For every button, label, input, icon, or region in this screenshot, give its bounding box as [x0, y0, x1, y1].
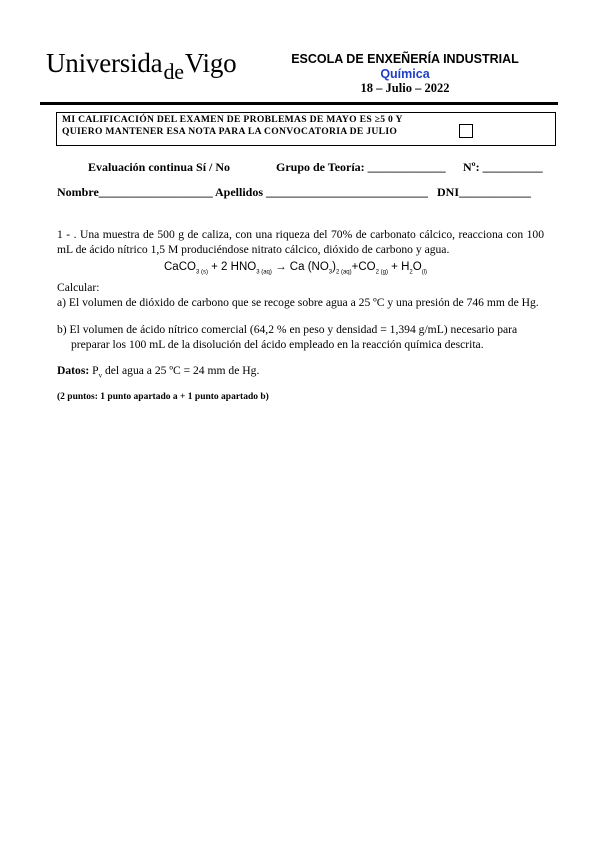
theory-group-field[interactable]: Grupo de Teoría: _____________ — [276, 160, 446, 174]
data-note: Datos: $P_v$ del agua a 25 ºC = 24 mm de Hg. — [57, 364, 260, 380]
header-divider — [40, 102, 558, 105]
question-a: a) El volumen de dióxido de carbono que se recoge sobre agua a 25 ºC y una presión de 746 mm de Hg. — [57, 296, 539, 309]
calculate-heading: Calcular: — [57, 281, 100, 294]
continuous-eval-label: Evaluación continua Sí / No — [88, 160, 231, 174]
chemical-equation: CaCO$_{3 (s)}$ + 2 $HNO_{3 (aq)} \to Ca$ $(NO_3)_{2 (aq)}+CO_{2 (g)} + H_2O_{(l)}$ — [164, 261, 428, 276]
keep-grade-checkbox[interactable] — [459, 124, 473, 138]
school-name: ESCOLA DE ENXEÑERÍA INDUSTRIAL — [291, 52, 519, 66]
problem-statement: 1 - . Una muestra de 500 g de caliza, con una riqueza del 70% de carbonato cálcico, reacciona con 100 mL de ácido nítrico 1,5 M produciéndose nitrato cálcico, dióxido de carbono y agua. — [57, 228, 544, 256]
number-field[interactable]: Nº: __________ — [463, 160, 543, 174]
surname-field[interactable]: Apellidos ___________________________ — [215, 185, 429, 199]
exam-date: 18 – Julio – 2022 — [360, 81, 450, 95]
arrow-icon: → — [271, 261, 290, 273]
grade-notice-text: MI CALIFICACIÓN DEL EXAMEN DE PROBLEMAS DE MAYO ES ≥5 0 Y QUIERO MANTENER ESA NOTA PARA LA CONVOCATORIA DE JULIO — [62, 114, 403, 137]
question-b: b) El volumen de ácido nítrico comercial (64,2 % en peso y densidad = 1,394 g/mL) necesario para preparar los 100 mL de la disolución del ácido empleado en la reacción química descrita. — [57, 323, 518, 351]
points-note: (2 puntos: 1 punto apartado a + 1 punto apartado b) — [57, 392, 269, 402]
dni-field[interactable]: DNI____________ — [437, 185, 532, 199]
subject-name: Química — [380, 67, 430, 81]
university-logo: Universida$_{de}$Vigo — [46, 48, 237, 84]
name-field[interactable]: Nombre___________________ — [57, 185, 213, 199]
